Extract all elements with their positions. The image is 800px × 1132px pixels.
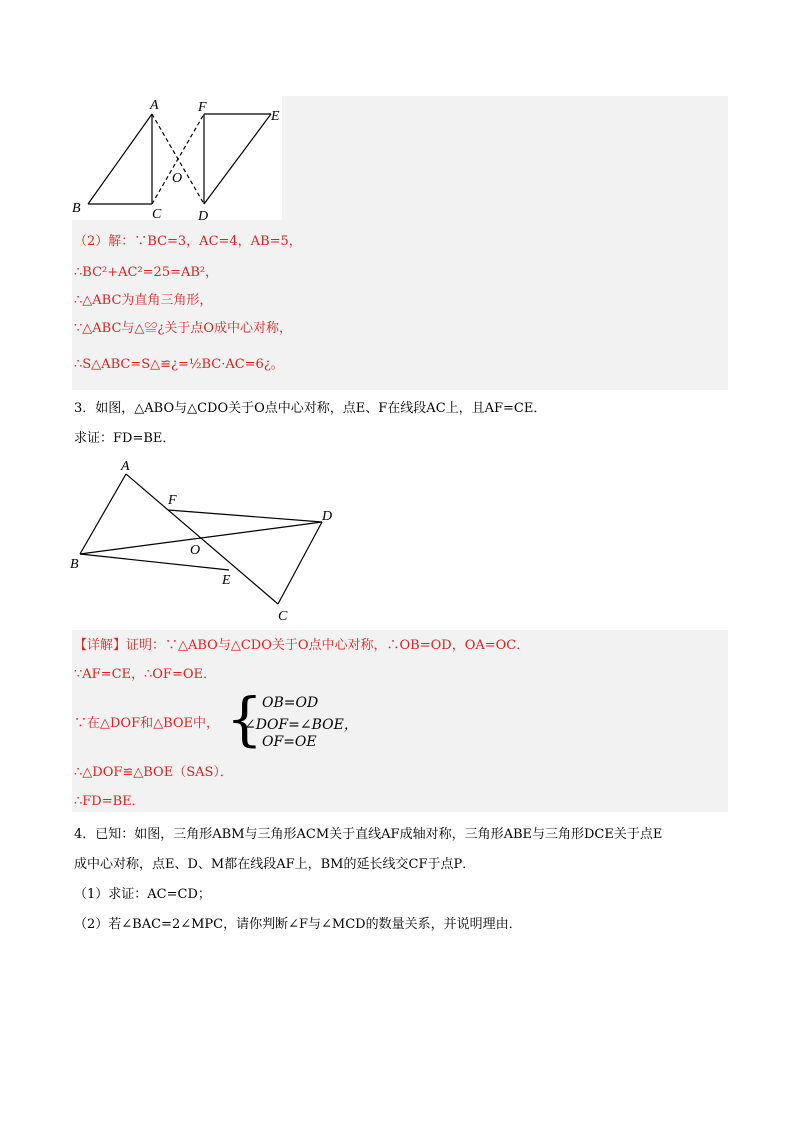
system-brace: {	[226, 685, 263, 753]
fig2-label-b: B	[70, 557, 79, 572]
fig1-label-c: C	[152, 207, 162, 222]
system-row-2: ∠DOF=∠BOE，	[244, 717, 358, 733]
fig2-label-o: O	[190, 543, 201, 558]
fig2-label-e: E	[222, 573, 231, 588]
sol2-line-1: （2）解：∵BC=3，AC=4，AB=5，	[74, 234, 302, 249]
question-4-line-2: 成中心对称，点E、D、M都在线段AF上，BM的延长线交CF于点P．	[74, 857, 476, 872]
figure-2-diagram	[66, 458, 346, 628]
fig1-label-d: D	[198, 209, 209, 224]
fig2-label-a: A	[121, 459, 130, 474]
question-4-line-1: 4．已知：如图，三角形ABM与三角形ACM关于直线AF成轴对称，三角形ABE与三角形DCE关于点E	[74, 827, 663, 842]
question-4-part-2: （2）若∠BAC=2∠MPC，请你判断∠F与∠MCD的数量关系，并说明理由．	[74, 917, 522, 932]
question-4-part-1: （1）求证：AC=CD；	[74, 887, 211, 902]
fig1-label-e: E	[271, 109, 280, 124]
sol2-line-3: ∴△ABC为直角三角形，	[74, 293, 213, 308]
sol3-line-5: ∴FD=BE．	[74, 794, 145, 809]
sol3-line-2: ∵AF=CE，∴OF=OE．	[74, 667, 216, 682]
sol3-line-1: 【详解】证明：∵△ABO与△CDO关于O点中心对称，∴OB=OD，OA=OC．	[74, 638, 530, 653]
sol2-line-5: ∴S△ABC=S△≌¿=½BC·AC=6¿。	[74, 357, 284, 372]
fig1-label-b: B	[72, 201, 81, 216]
sol2-line-2: ∴BC²+AC²=25=AB²，	[74, 265, 219, 280]
sol3-line-4: ∴△DOF≌△BOE（SAS）．	[74, 765, 233, 780]
fig1-label-o: O	[172, 171, 183, 186]
fig2-label-d: D	[322, 509, 333, 524]
system-row-1: OB=OD	[262, 695, 319, 711]
figure-1-diagram	[66, 96, 286, 226]
sol3-line-3: ∵在△DOF和△BOE中，	[74, 716, 220, 731]
question-3-prove: 求证：FD=BE．	[74, 431, 176, 446]
question-3-text: 3．如图，△ABO与△CDO关于O点中心对称，点E、F在线段AC上，且AF=CE．	[74, 401, 547, 416]
fig1-label-a: A	[150, 98, 159, 113]
fig1-label-f: F	[198, 100, 207, 115]
system-row-3: OF=OE	[262, 734, 317, 750]
fig2-label-f: F	[168, 493, 177, 508]
sol2-line-4: ∵△ABC与△≌¿关于点O成中心对称，	[74, 321, 293, 336]
fig2-label-c: C	[278, 609, 288, 624]
